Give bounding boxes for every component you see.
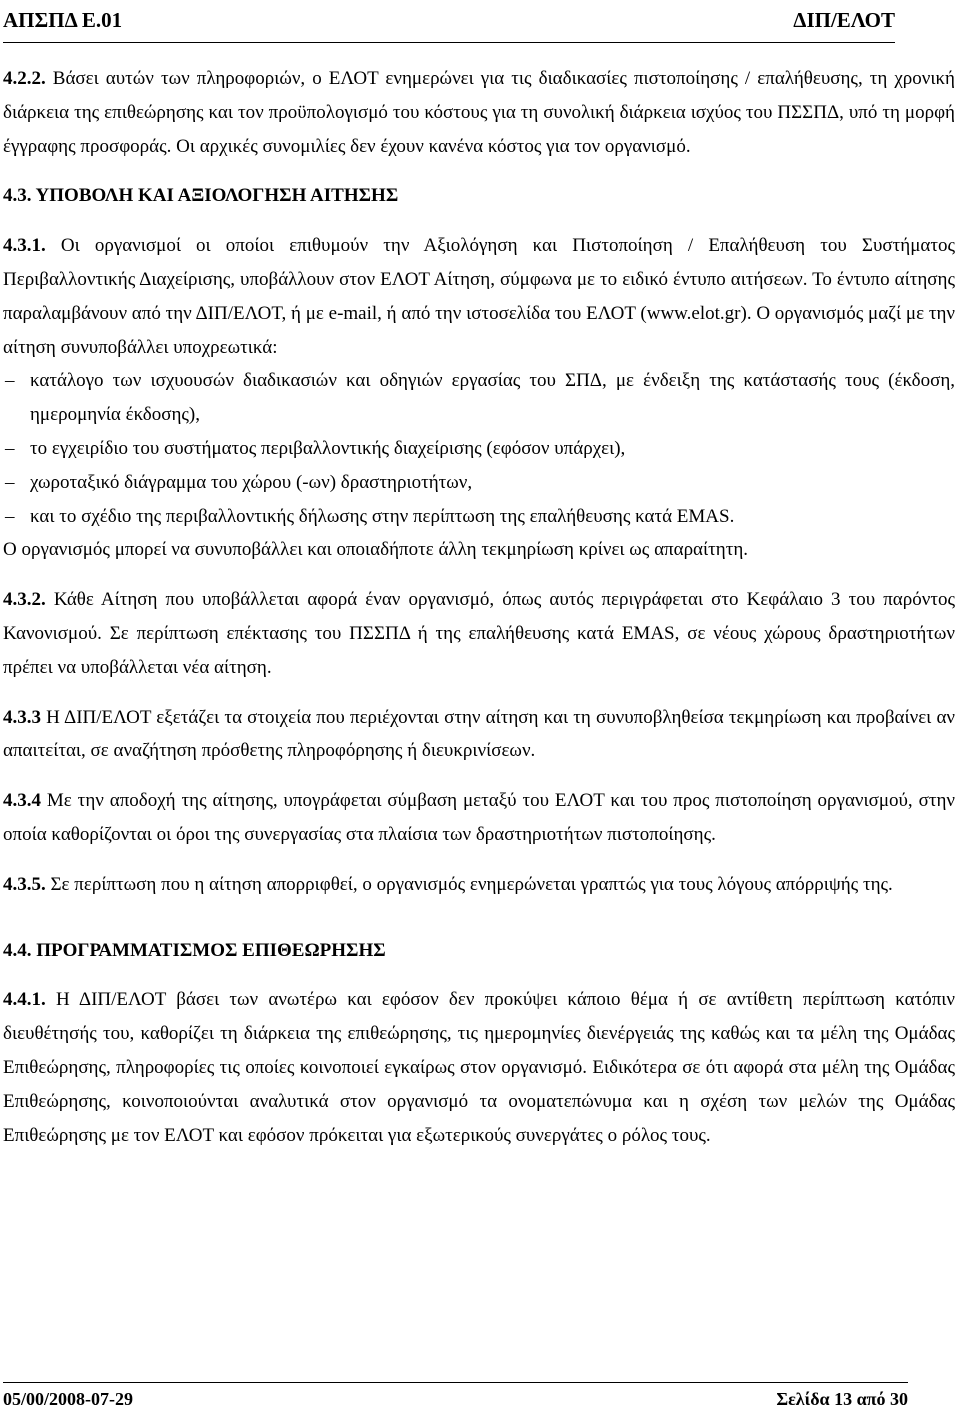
paragraph-text: Κάθε Αίτηση που υποβάλλεται αφορά έναν οργανισμό, όπως αυτός περιγράφεται στο Κεφάλαιο 3 του παρόντος Κανονισμού. Σε περίπτωση επέκτασης του ΠΣΣΠΔ ή της επαλήθευσης κατά EMAS, σε νέους χώρους δραστηριοτήτων πρέπει να υποβάλλεται νέα αίτηση. [3,589,955,678]
paragraph-4-4-1 [3,983,955,1152]
paragraph-text: Η ΔΙΠ/ΕΛΟΤ βάσει των ανωτέρω και εφόσον δεν προκύψει κάποιο θέμα ή σε αντίθετη περίπτωση κατόπιν διευθέτησής του, καθορίζει τη διάρκεια της επιθεώρησης, τις ημερομηνίες διενέργειάς της καθώς και τα μέλη της Ομάδας Επιθεώρησης, πληροφορίες τις οποίες κοινοποιεί εγκαίρως στον οργανισμό. Ειδικότερα σε ότι αφορά στα μέλη της Ομάδας Επιθεώρησης, κοινοποιούνται αναλυτικά στον οργανισμό τα ονοματεπώνυμα και η σχέση των μελών της Ομάδας Επιθεώρησης με τον ΕΛΟΤ και εφόσον πρόκειται για εξωτερικούς συνεργάτες ο ρόλος τους. [3,989,956,1146]
required-documents-list [3,364,955,533]
list-item [3,466,955,500]
section-number: 4.3.2. [3,589,46,611]
paragraph-4-3-3 [3,701,955,769]
paragraph-text: Βάσει αυτών των πληροφοριών, ο ΕΛΟΤ ενημερώνει για τις διαδικασίες πιστοποίησης / επαλήθευσης, τη χρονική διάρκεια της επιθεώρησης και τον προϋπολογισμό του κόστους για τη συνολική διάρκεια ισχύος του ΠΣΣΠΔ, υπό τη μορφή έγγραφης προσφοράς. Οι αρχικές συνομιλίες δεν έχουν κανένα κόστος για τον οργανισμό. [3,68,955,157]
dash-bullet: – [5,505,15,527]
department-code: ΔΙΠ/ΕΛΟΤ [793,8,895,32]
paragraph-text: Η ΔΙΠ/ΕΛΟΤ εξετάζει τα στοιχεία που περιέχονται στην αίτηση και τη συνυποβληθείσα τεκμηρίωση και προβαίνει αν απαιτείται, σε αναζήτηση πρόσθετης πληροφόρησης ή διευκρινίσεων. [3,706,956,762]
section-number: 4.4.1. [3,989,46,1011]
dash-bullet: – [5,437,15,459]
paragraph-text: Με την αποδοχή της αίτησης, υπογράφεται σύμβαση μεταξύ του ΕΛΟΤ και του προς πιστοποίηση οργανισμού, στην οποία καθορίζονται οι όροι της συνεργασίας στα πλαίσια των δραστηριοτήτων πιστοποίησης. [3,790,955,845]
document-code: ΑΠΣΠΔ Ε.01 [3,8,123,32]
page-number: Σελίδα 13 από 30 [776,1389,908,1409]
list-item-text: χωροταξικό διάγραμμα του χώρου (-ων) δραστηριοτήτων, [30,471,473,493]
list-item [3,500,955,534]
page-body [3,62,955,1152]
section-number: 4.3.4 [3,790,41,812]
section-number: 4.2.2. [3,68,46,89]
paragraph-text: Σε περίπτωση που η αίτηση απορριφθεί, ο οργανισμός ενημερώνεται γραπτώς για τους λόγους απόρριψής της. [50,873,893,895]
section-number: 4.3.3 [3,706,41,728]
list-item [3,432,955,466]
paragraph-4-2-2 [3,62,955,163]
paragraph-text: Οι οργανισμοί οι οποίοι επιθυμούν την Αξιολόγηση και Πιστοποίηση / Επαλήθευση του Συστήματος Περιβαλλοντικής Διαχείρισης, υποβάλλουν στον ΕΛΟΤ Αίτηση, σύμφωνα με το ειδικό έντυπο αιτήσεων. Το έντυπο αίτησης παραλαμβάνουν από την ΔΙΠ/ΕΛΟΤ, ή με e-mail, ή από την ιστοσελίδα του ΕΛΟΤ (www.elot.gr). Ο οργανισμός μαζί με την αίτηση συνυποβάλλει υποχρεωτικά: [3,235,956,358]
document-version-date: 05/00/2008-07-29 [3,1389,133,1409]
list-item-text: και το σχέδιο της περιβαλλοντικής δήλωσης στην περίπτωση της επαλήθευσης κατά EMAS. [30,505,735,527]
dash-bullet: – [5,471,15,493]
page-footer [3,1382,908,1409]
section-heading-4-3: 4.3. ΥΠΟΒΟΛΗ ΚΑΙ ΑΞΙΟΛΟΓΗΣΗ ΑΙΤΗΣΗΣ [3,185,399,207]
section-number: 4.3.1. [3,235,46,257]
dash-bullet: – [5,370,15,392]
list-item-text: κατάλογο των ισχυουσών διαδικασιών και οδηγιών εργασίας του ΣΠΔ, με ένδειξη της κατάστασής τους (έκδοση, ημερομηνία έκδοσης), [30,370,955,426]
list-item [3,364,955,432]
paragraph-4-3-5 [3,868,955,902]
list-item-text: το εγχειρίδιο του συστήματος περιβαλλοντικής διαχείρισης (εφόσον υπάρχει), [30,437,626,459]
page-header [3,2,895,43]
paragraph-4-3-1 [3,229,955,364]
paragraph-4-3-2 [3,583,955,684]
paragraph-4-3-4 [3,784,955,852]
section-heading-4-4: 4.4. ΠΡΟΓΡΑΜΜΑΤΙΣΜΟΣ ΕΠΙΘΕΩΡΗΣΗΣ [3,939,386,961]
paragraph-closing: Ο οργανισμός μπορεί να συνυποβάλλει και οποιαδήποτε άλλη τεκμηρίωση κρίνει ως απαραίτητη. [3,539,749,561]
section-number: 4.3.5. [3,873,46,895]
